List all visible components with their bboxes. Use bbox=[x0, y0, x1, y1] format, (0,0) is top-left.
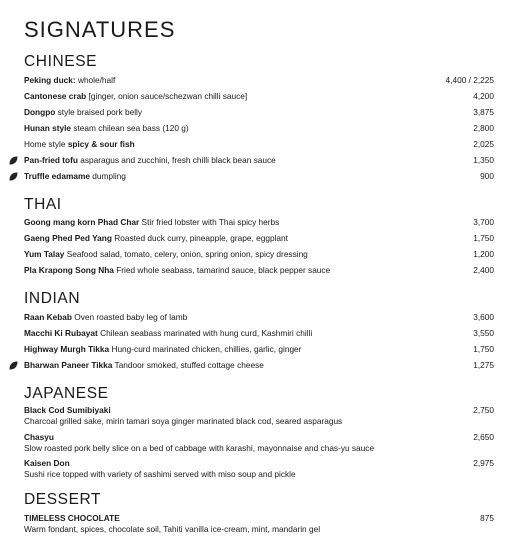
item-price: 2,400 bbox=[473, 265, 494, 275]
item-desc: whole/half bbox=[75, 75, 116, 85]
item-price: 3,875 bbox=[473, 107, 494, 117]
section-heading-japanese: JAPANESE bbox=[24, 385, 109, 402]
item-desc: Stir fried lobster with Thai spicy herbs bbox=[139, 217, 280, 227]
item-name: Truffle edamame bbox=[24, 171, 90, 181]
item-name: Pan-fried tofu bbox=[24, 155, 78, 165]
leaf-icon bbox=[9, 156, 18, 165]
item-name: Chasyu bbox=[24, 432, 54, 442]
item-desc: Chilean seabass marinated with hung curd, Kashmiri chilli bbox=[97, 328, 313, 338]
item-desc: Hung-curd marinated chicken, chillies, garlic, ginger bbox=[109, 344, 302, 354]
item-price: 2,750 bbox=[473, 405, 494, 415]
item-name: Kaisen Don bbox=[24, 458, 70, 468]
menu-item bbox=[24, 73, 494, 87]
item-price: 2,025 bbox=[473, 139, 494, 149]
item-price: 1,350 bbox=[473, 155, 494, 165]
item-price: 1,200 bbox=[473, 249, 494, 259]
menu-item bbox=[24, 105, 494, 119]
item-name: Macchi Ki Rubayat bbox=[24, 328, 98, 338]
item-name: Hunan style bbox=[24, 123, 72, 133]
menu-item bbox=[24, 215, 494, 229]
item-name: spicy & sour fish bbox=[67, 139, 135, 149]
menu-item bbox=[24, 137, 494, 151]
item-name: Raan Kebab bbox=[24, 312, 72, 322]
menu-item bbox=[24, 432, 494, 454]
menu-item bbox=[24, 153, 494, 167]
menu-item bbox=[24, 342, 494, 356]
item-name: Goong mang korn Phad Char bbox=[24, 217, 140, 227]
item-desc: Seafood salad, tomato, celery, onion, spring onion, spicy dressing bbox=[64, 249, 308, 259]
item-desc: Slow roasted pork belly slice on a bed of cabbage with karashi, mayonnaise and chas-yu sauce bbox=[24, 443, 375, 453]
menu-item bbox=[24, 121, 494, 135]
item-name: Black Cod Sumibiyaki bbox=[24, 405, 111, 415]
item-desc: [ginger, onion sauce/schezwan chilli sauce] bbox=[86, 91, 248, 101]
menu-item bbox=[24, 326, 494, 340]
item-name: Peking duck: bbox=[24, 75, 76, 85]
item-desc: Warm fondant, spices, chocolate soil, Tahiti vanilla ice-cream, mint, mandarin gel bbox=[24, 524, 321, 534]
item-price: 1,750 bbox=[473, 344, 494, 354]
menu-item bbox=[24, 358, 494, 372]
menu-item bbox=[24, 169, 494, 183]
item-desc: Charcoal grilled sake, mirin tamari soya ginger marinated black cod, seared asparagus bbox=[24, 416, 343, 426]
item-name: Pla Krapong Song Nha bbox=[24, 265, 114, 275]
item-desc: Sushi rice topped with variety of sashimi served with miso soup and pickle bbox=[24, 469, 296, 479]
item-desc: asparagus and zucchini, fresh chilli black bean sauce bbox=[77, 155, 276, 165]
item-desc: style braised pork belly bbox=[55, 107, 143, 117]
menu-item bbox=[24, 263, 494, 277]
item-name: Gaeng Phed Ped Yang bbox=[24, 233, 112, 243]
item-name: Cantonese crab bbox=[24, 91, 87, 101]
item-desc: Oven roasted baby leg of lamb bbox=[71, 312, 188, 322]
menu-item bbox=[24, 405, 494, 427]
item-price: 3,600 bbox=[473, 312, 494, 322]
section-heading-thai: THAI bbox=[24, 196, 62, 213]
item-name: Dongpo bbox=[24, 107, 56, 117]
item-price: 900 bbox=[480, 171, 494, 181]
menu-item bbox=[24, 89, 494, 103]
item-price: 1,275 bbox=[473, 360, 494, 370]
menu-item bbox=[24, 247, 494, 261]
item-desc: Fried whole seabass, tamarind sauce, black pepper sauce bbox=[113, 265, 331, 275]
item-price: 2,975 bbox=[473, 458, 494, 468]
item-name: Yum Talay bbox=[24, 249, 65, 259]
item-price: 4,400 / 2,225 bbox=[445, 75, 494, 85]
menu-item bbox=[24, 231, 494, 245]
item-price: 875 bbox=[480, 513, 494, 523]
item-desc: Tandoor smoked, stuffed cottage cheese bbox=[112, 360, 264, 370]
item-name: TIMELESS CHOCOLATE bbox=[24, 513, 120, 523]
item-price: 2,800 bbox=[473, 123, 494, 133]
menu-item bbox=[24, 513, 494, 535]
item-name: Bharwan Paneer Tikka bbox=[24, 360, 113, 370]
item-desc: steam chilean sea bass (120 g) bbox=[71, 123, 189, 133]
leaf-icon bbox=[9, 172, 18, 181]
section-heading-dessert: DESSERT bbox=[24, 491, 102, 508]
item-price: 3,550 bbox=[473, 328, 494, 338]
item-desc: Home style bbox=[24, 139, 68, 149]
section-heading-indian: INDIAN bbox=[24, 290, 81, 307]
item-desc: Roasted duck curry, pineapple, grape, eggplant bbox=[111, 233, 288, 243]
item-name: Highway Murgh Tikka bbox=[24, 344, 110, 354]
page-title: SIGNATURES bbox=[24, 17, 176, 42]
menu-item bbox=[24, 458, 494, 480]
item-price: 3,700 bbox=[473, 217, 494, 227]
item-price: 2,650 bbox=[473, 432, 494, 442]
menu-item bbox=[24, 310, 494, 324]
leaf-icon bbox=[9, 361, 18, 370]
item-price: 1,750 bbox=[473, 233, 494, 243]
section-heading-chinese: CHINESE bbox=[24, 53, 98, 70]
item-desc: dumpling bbox=[89, 171, 126, 181]
item-price: 4,200 bbox=[473, 91, 494, 101]
